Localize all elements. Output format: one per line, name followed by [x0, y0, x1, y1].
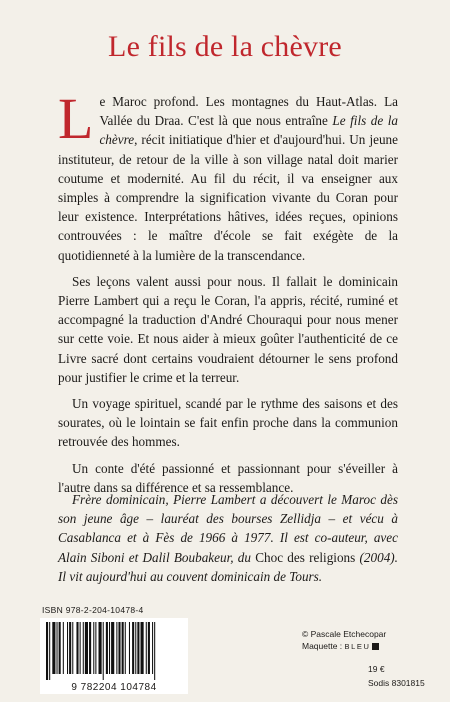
price-block: [368, 662, 425, 690]
isbn: ISBN 978-2-204-10478-4: [42, 605, 144, 615]
barcode-bars-icon: [46, 622, 182, 680]
blurb-paragraph-2: Ses leçons valent aussi pour nous. Il fallait le dominicain Pierre Lambert qui a reçu le Coran, l'a appris, récité, ruminé et accompagné la traduction d'André Chouraqui pour nous mener sur cette voie. Et nous aider à mieux goûter l'authenticité de ce Livre sacré dont certains voudraient détourner le sens profond pour justifier le crime et la terreur.: [58, 273, 398, 385]
photo-credit: © Pascale Etchecopar: [302, 629, 387, 639]
barcode-block: [40, 605, 190, 694]
cited-title: Choc des religions: [255, 549, 356, 565]
brand-square-icon: [372, 643, 379, 650]
blurb-paragraph-4: Un conte d'été passionné et passionnant pour s'éveiller à l'autre dans sa différence et sa ressemblance.: [58, 460, 398, 495]
barcode-digits: 9 782204 104784: [71, 682, 157, 693]
blurb-paragraph-1: Le Maroc profond. Les montagnes du Haut-Atlas. La Vallée du Draa. C'est là que nous entraîne Le fils de la chèvre, récit initiatique d'hier et d'aujourd'hui. Un jeune instituteur, de retour de la ville à son village natal doit marier coutume et modernité. Au fil du récit, il va enseigner aux simples à comprendre la signification vivante du Coran pour leur existence. Interprétations hâtives, idées reçues, opinions controuvées : le maître d'école se fait exégète de la quotidienneté à la lumière de la transcendance.: [58, 86, 398, 263]
sodis-code: Sodis 8301815: [368, 678, 425, 688]
price: 19 €: [368, 664, 385, 674]
drop-cap: L: [58, 86, 94, 151]
credits: [302, 628, 386, 653]
design-brand: BLEU: [344, 642, 371, 651]
design-credit: Maquette : BLEU: [302, 640, 386, 653]
book-title-inline: Le fils de la chèvre: [99, 113, 398, 148]
blurb-paragraph-3: Un voyage spirituel, scandé par le rythme des saisons et des sourates, où le lointain se fait enfin proche dans la communion retrouvée des hommes.: [58, 396, 398, 450]
book-title: Le fils de la chèvre: [108, 30, 342, 63]
blurb: [58, 86, 398, 504]
author-bio: Frère dominicain, Pierre Lambert a découvert le Maroc dès son jeune âge – lauréat des bourses Zellidja – et vécu à Casablanca et à Fès de 1966 à 1977. Il est co-auteur, avec Alain Siboni et Dalil Boubakeur, du Choc des religions (2004). Il vit aujourd'hui au couvent dominicain de Tours.: [58, 492, 398, 584]
barcode: [40, 618, 188, 694]
